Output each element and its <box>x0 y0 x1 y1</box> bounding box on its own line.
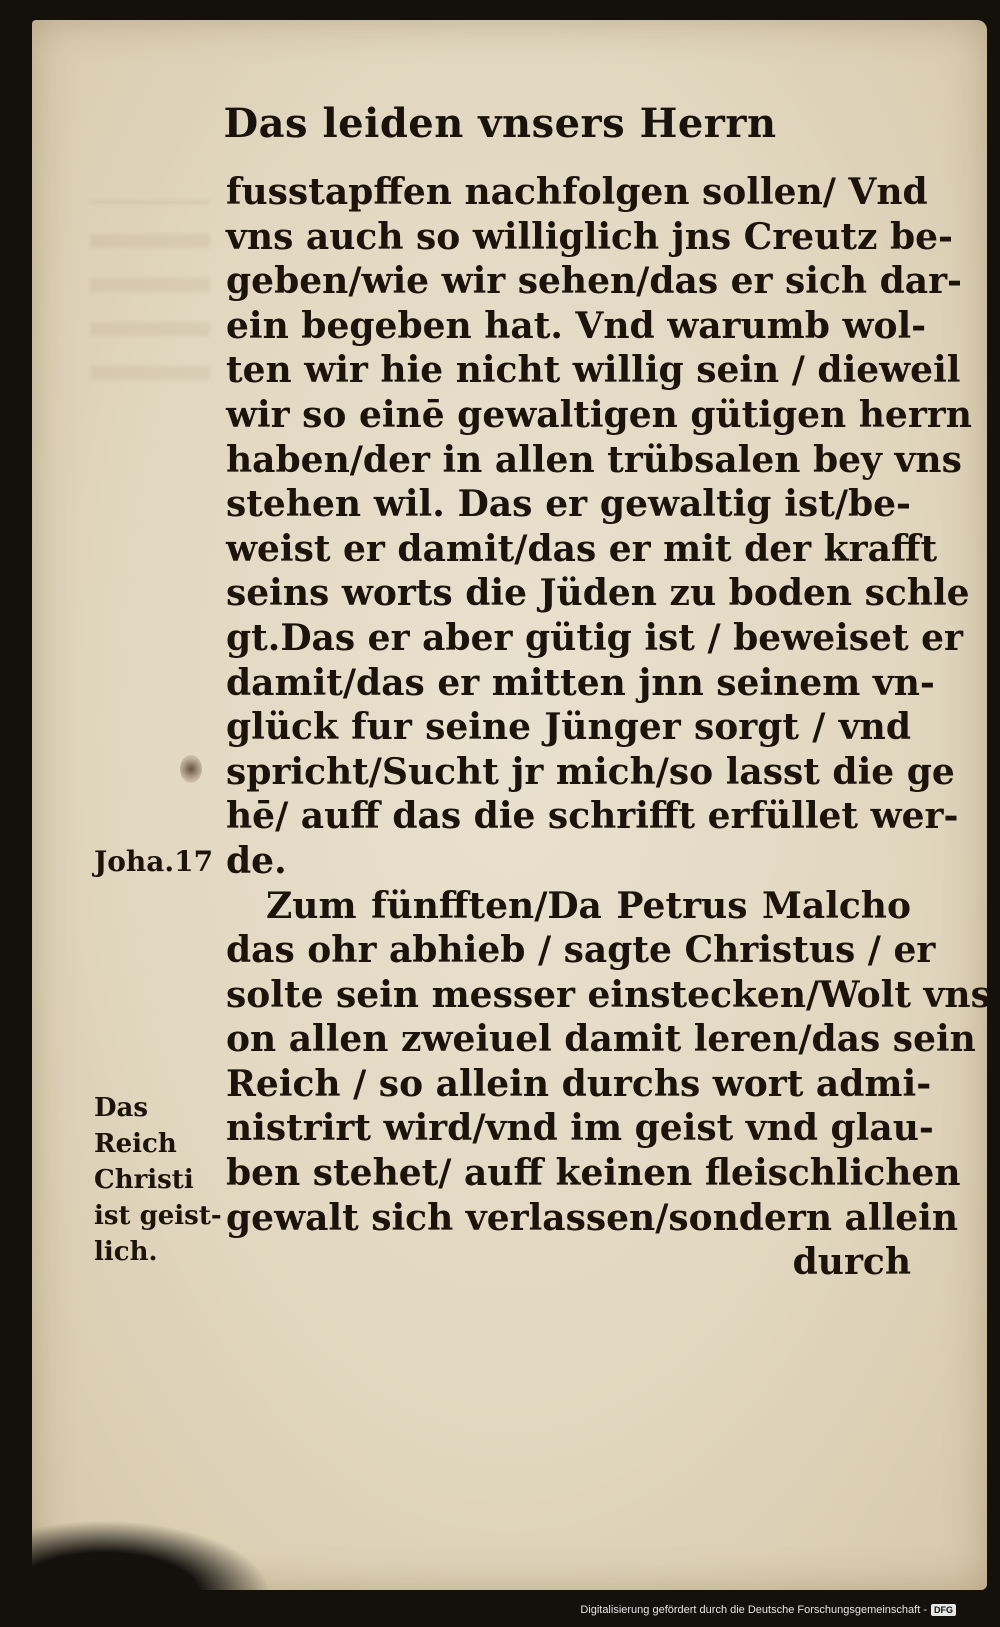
text-line: hē/ auff das die schrifft erfüllet wer- <box>226 795 959 838</box>
torn-page-edge <box>32 1520 272 1595</box>
text-line: ein begeben hat. Vnd warumb wol- <box>226 304 927 347</box>
text-line: solte sein messer einstecken/Wolt vns <box>226 973 991 1016</box>
text-line: ben stehet/ auff keinen fleischlichen <box>226 1152 961 1195</box>
text-line: gewalt sich verlassen/sondern allein <box>226 1196 958 1239</box>
margin-note-line: Reich <box>94 1129 177 1159</box>
text-line: on allen zweiuel damit leren/das sein <box>226 1018 976 1061</box>
text-line: ten wir hie nicht willig sein / dieweil <box>226 349 961 392</box>
margin-note-line: lich. <box>94 1237 158 1267</box>
text-line: glück fur seine Jünger sorgt / vnd <box>226 706 911 749</box>
text-line: de. <box>226 839 287 882</box>
text-line: das ohr abhieb / sagte Christus / er <box>226 929 936 972</box>
text-line: stehen wil. Das er gewaltig ist/be- <box>226 483 911 526</box>
margin-note <box>94 1090 222 1270</box>
text-line: geben/wie wir sehen/das er sich dar- <box>226 260 962 303</box>
text-line: Reich / so allein durchs wort admi- <box>226 1062 932 1105</box>
margin-note-line: Christi <box>94 1165 194 1195</box>
margin-reference: Joha.17 <box>94 845 214 878</box>
ink-bleed-through <box>90 200 210 380</box>
text-line: vns auch so williglich jns Creutz be- <box>226 215 953 258</box>
text-line: Zum fünfften/Da Petrus Malcho <box>266 884 911 927</box>
body-text <box>226 170 991 1285</box>
text-line: seins worts die Jüden zu boden schle <box>226 572 970 615</box>
catchword: durch <box>792 1241 911 1284</box>
margin-note-line: Das <box>94 1093 149 1123</box>
margin-note-line: ist geist- <box>94 1201 222 1231</box>
text-line: weist er damit/das er mit der krafft <box>226 527 938 570</box>
ink-stain <box>180 755 202 783</box>
text-line: nistrirt wird/vnd im geist vnd glau- <box>226 1107 934 1150</box>
text-line: gt.Das er aber gütig ist / beweiset er <box>226 616 963 659</box>
text-line: haben/der in allen trübsalen bey vns <box>226 438 962 481</box>
digitization-credit <box>580 1604 956 1616</box>
text-line: damit/das er mitten jnn seinem vn- <box>226 661 935 704</box>
text-line: wir so einē gewaltigen gütigen herrn <box>226 393 972 436</box>
dfg-logo: DFG <box>931 1604 956 1616</box>
credit-text: Digitalisierung gefördert durch die Deutsche Forschungsgemeinschaft - <box>580 1604 927 1616</box>
running-head: Das leiden vnsers Herrn <box>223 100 777 147</box>
text-line: fusstapffen nachfolgen sollen/ Vnd <box>226 171 928 213</box>
text-line: spricht/Sucht jr mich/so lasst die ge <box>226 750 955 793</box>
